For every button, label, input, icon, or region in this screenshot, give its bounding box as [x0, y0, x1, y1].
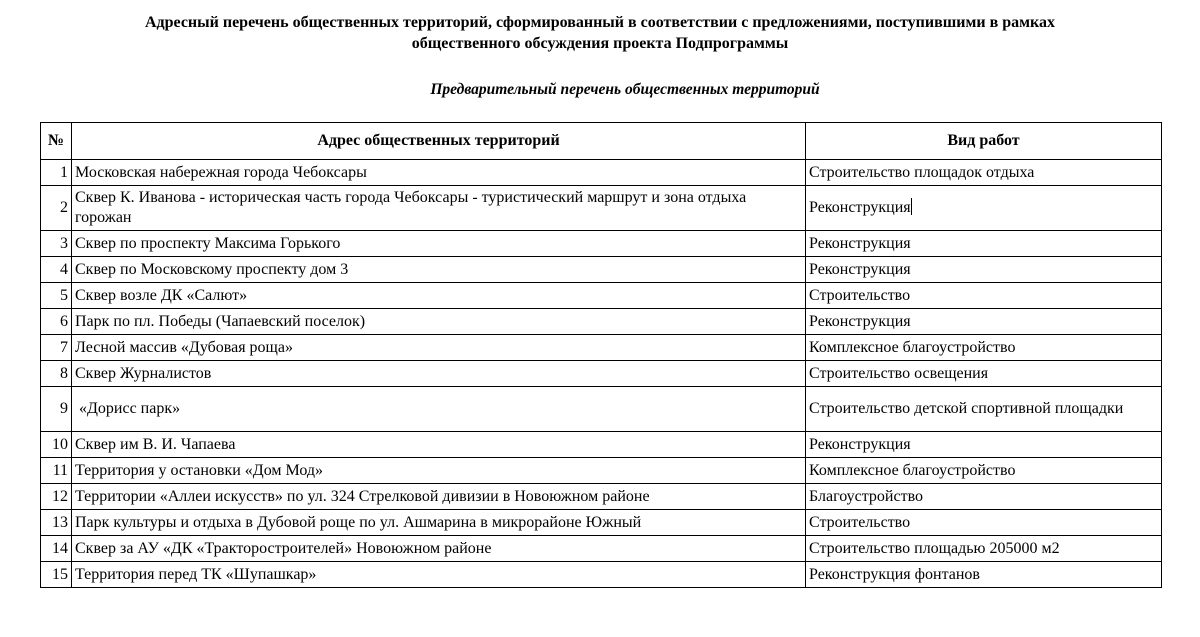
row-number: 14	[41, 536, 72, 562]
row-work-type[interactable]: Строительство площадью 205000 м2	[806, 536, 1162, 562]
table-row	[41, 335, 1162, 361]
row-work-type[interactable]: Благоустройство	[806, 484, 1162, 510]
table-row	[41, 257, 1162, 283]
table-row	[41, 387, 1162, 432]
row-address[interactable]: Лесной массив «Дубовая роща»	[72, 335, 806, 361]
row-work-type[interactable]: Реконструкция	[806, 309, 1162, 335]
row-number: 8	[41, 361, 72, 387]
header-work-type: Вид работ	[806, 123, 1162, 160]
row-number: 5	[41, 283, 72, 309]
table-row	[41, 510, 1162, 536]
row-work-type[interactable]: Строительство	[806, 510, 1162, 536]
header-number: №	[41, 123, 72, 160]
row-address[interactable]: Территории «Аллеи искусств» по ул. 324 Стрелковой дивизии в Новоюжном районе	[72, 484, 806, 510]
row-address[interactable]: Сквер по проспекту Максима Горького	[72, 231, 806, 257]
table-row	[41, 536, 1162, 562]
row-work-type[interactable]: Комплексное благоустройство	[806, 335, 1162, 361]
row-address[interactable]: Территория перед ТК «Шупашкар»	[72, 562, 806, 588]
row-address[interactable]: «Дорисс парк»	[72, 387, 806, 432]
table-header-row	[41, 123, 1162, 160]
territories-table	[40, 122, 1162, 588]
document-title-line-2: общественного обсуждения проекта Подпрограммы	[411, 35, 789, 52]
row-address[interactable]: Сквер по Московскому проспекту дом 3	[72, 257, 806, 283]
row-number: 4	[41, 257, 72, 283]
row-work-type[interactable]: Реконструкция фонтанов	[806, 562, 1162, 588]
row-number: 11	[41, 458, 72, 484]
row-address[interactable]: Сквер Журналистов	[72, 361, 806, 387]
document-subtitle: Предварительный перечень общественных территорий	[430, 81, 820, 98]
row-work-type[interactable]: Строительство освещения	[806, 361, 1162, 387]
header-address: Адрес общественных территорий	[72, 123, 806, 160]
row-address[interactable]: Сквер возле ДК «Салют»	[72, 283, 806, 309]
row-work-type[interactable]: Реконструкция	[806, 432, 1162, 458]
row-number: 15	[41, 562, 72, 588]
document-title	[0, 12, 1200, 54]
row-address[interactable]: Парк культуры и отдыха в Дубовой роще по ул. Ашмарина в микрорайоне Южный	[72, 510, 806, 536]
row-address[interactable]: Парк по пл. Победы (Чапаевский поселок)	[72, 309, 806, 335]
table-row	[41, 231, 1162, 257]
table-row	[41, 458, 1162, 484]
row-address[interactable]: Московская набережная города Чебоксары	[72, 160, 806, 186]
row-number: 6	[41, 309, 72, 335]
row-work-type[interactable]: Строительство площадок отдыха	[806, 160, 1162, 186]
document-title-line-1: Адресный перечень общественных территорий, сформированный в соответствии с предложениями, поступившими в рамках	[144, 14, 1056, 31]
table-row	[41, 361, 1162, 387]
row-number: 3	[41, 231, 72, 257]
row-work-type[interactable]: Строительство детской спортивной площадки	[806, 387, 1162, 432]
row-work-type[interactable]: Строительство	[806, 283, 1162, 309]
table-row	[41, 283, 1162, 309]
table-row	[41, 160, 1162, 186]
row-number: 2	[41, 186, 72, 231]
table-row	[41, 484, 1162, 510]
row-work-type-text: Реконструкция	[809, 199, 911, 216]
table-row	[41, 432, 1162, 458]
row-work-type[interactable]	[806, 186, 1162, 231]
table-row	[41, 309, 1162, 335]
row-work-type[interactable]: Реконструкция	[806, 257, 1162, 283]
row-number: 1	[41, 160, 72, 186]
row-address[interactable]: Сквер им В. И. Чапаева	[72, 432, 806, 458]
row-number: 13	[41, 510, 72, 536]
table-row	[41, 562, 1162, 588]
row-address[interactable]: Территория у остановки «Дом Мод»	[72, 458, 806, 484]
table-row	[41, 186, 1162, 231]
row-number: 12	[41, 484, 72, 510]
row-address[interactable]: Сквер за АУ «ДК «Тракторостроителей» Новоюжном районе	[72, 536, 806, 562]
text-cursor	[911, 198, 912, 215]
row-work-type[interactable]: Комплексное благоустройство	[806, 458, 1162, 484]
row-number: 10	[41, 432, 72, 458]
row-number: 9	[41, 387, 72, 432]
row-number: 7	[41, 335, 72, 361]
row-address[interactable]: Сквер К. Иванова - историческая часть города Чебоксары - туристический маршрут и зона отдыха горожан	[72, 186, 806, 231]
row-work-type[interactable]: Реконструкция	[806, 231, 1162, 257]
